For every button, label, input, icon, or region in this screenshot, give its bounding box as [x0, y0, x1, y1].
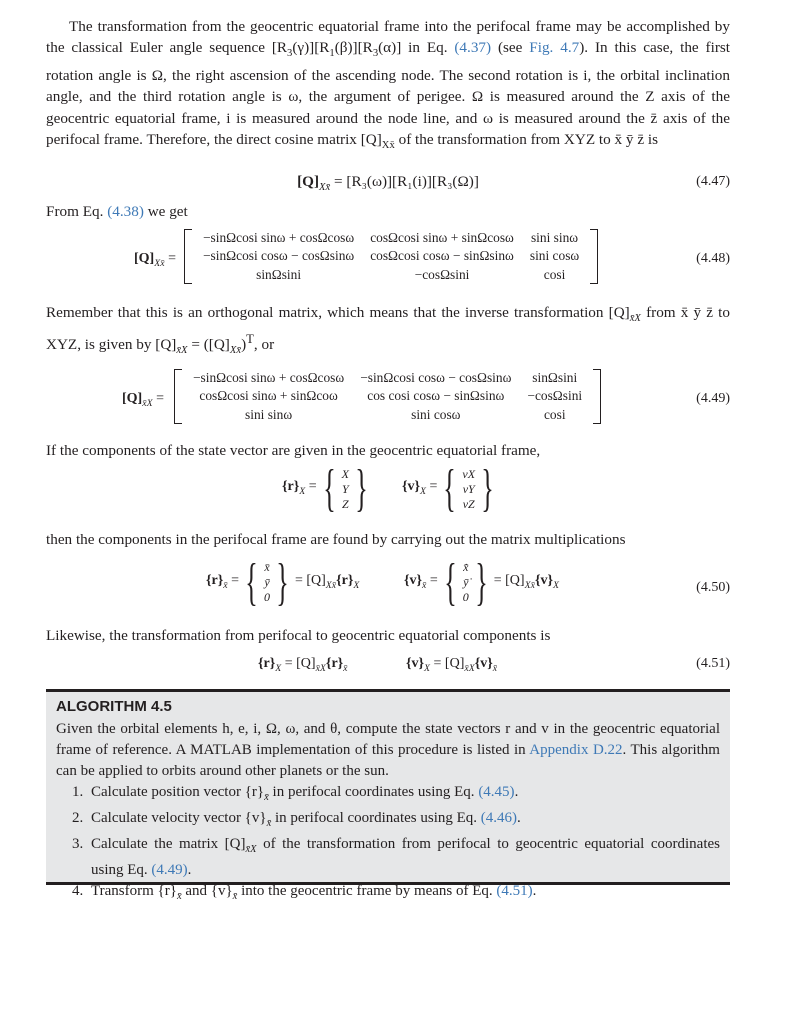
matrix-cell: −cosΩsini	[414, 266, 470, 282]
algorithm-intro: Given the orbital elements h, e, i, Ω, ω, and θ, compute the state vectors r and v in the geocentric equatorial frame of reference. A MATLAB implementation of this procedure is listed in Appendix D.22. This algorithm can be applied to orbits around other planets or the sun.	[56, 721, 720, 779]
equation-4-48: $[Q]_{Xx̄}$ = −sinΩcosi sinω + cosΩcosω cosΩcosi sinω + sinΩcosω sini sinω −sinΩcosi cosω − cosΩsinω cosΩcosi cosω − sinΩsinω sini cosω sinΩsini −cosΩsini cosi (4.48)	[46, 226, 730, 292]
matrix-cell: cosΩcosi cosω − sinΩsinω	[370, 248, 514, 264]
algorithm-step: 3. Calculate the matrix $[Q]_{x̄X}$ of the transformation from perifocal to geocentric equatorial coordinates using Eq. (4.49).	[87, 834, 720, 881]
matrix-4-49	[174, 369, 601, 425]
algorithm-body	[56, 719, 720, 907]
matrix-cell: cosΩcosi sinω + sinΩcosω	[370, 229, 514, 245]
matrix-cell: −cosΩsini	[527, 388, 583, 404]
matrix-cell: −sinΩcosi cosω − cosΩsinω	[203, 248, 355, 264]
matrix-cell: −sinΩcosi sinω + cosΩcosω	[203, 229, 355, 245]
eq-4-46-link[interactable]: (4.46)	[480, 810, 518, 826]
matrix-4-48	[184, 229, 598, 285]
algorithm-step: 1. Calculate position vector $\{r\}_{x̄}$ in perifocal coordinates using Eq. (4.45).	[87, 782, 720, 808]
matrix-cell: sini sinω	[245, 406, 293, 422]
equation-4-50: $\{r\}_{x̄}$ = { x̄ ȳ 0 } = $[Q]_{Xx̄}\{r\}_X$ $\{v\}_{x̄}$ = { x̄̇ ȳ̇ 0 } = $[Q]_{Xx̄}\{v\}_X$ (4.50)	[206, 553, 730, 611]
matrix-cell: sini sinω	[530, 229, 579, 245]
equation-4-51: $\{r\}_X = [Q]_{x̄X}\{r\}_{x̄}$ $\{v\}_X = [Q]_{x̄X}\{v\}_{x̄}$ (4.51)	[46, 648, 730, 682]
state-vector-text: If the components of the state vector are given in the geocentric equatorial frame,	[46, 441, 541, 459]
appendix-link[interactable]: Appendix D.22	[529, 742, 623, 758]
equation-4-49: $[Q]_{x̄X}$ = −sinΩcosi sinω + cosΩcosω −sinΩcosi cosω − cosΩsinω sinΩsini cosΩcosi sinω + sinΩcoω cos cosi cosω − sinΩsinω −cosΩsini sini sinω sini cosω cosi (4.49)	[46, 366, 730, 432]
eq-4-45-link[interactable]: (4.45)	[478, 784, 515, 800]
matrix-cell: sini cosω	[411, 406, 461, 422]
matrix-cell: sinΩsini	[532, 369, 578, 385]
eq-4-49-link[interactable]: (4.49)	[151, 862, 188, 878]
matrix-cell: −sinΩcosi sinω + cosΩcosω	[193, 369, 345, 385]
eq-4-51-link[interactable]: (4.51)	[496, 883, 533, 899]
matrix-cell: cosi	[543, 406, 566, 422]
orthogonal-paragraph: Remember that this is an orthogonal matrix, which means that the inverse transformation $[Q]_{x̄X}$ from x̄ ȳ z̄ to XYZ, is given by $[Q]_{x̄X} = ([Q]_{Xx̄})^T$, or	[46, 303, 730, 357]
equation-4-47: $[Q]_{Xx̄} = [R_3(\omega)][R_1(i)][R_3(\Omega)]$ (4.47)	[297, 172, 730, 193]
matrix-cell: sinΩsini	[256, 266, 302, 282]
equation-number: (4.48)	[696, 250, 730, 266]
eq-4-38-link[interactable]: (4.38)	[107, 202, 144, 220]
page-body	[46, 16, 730, 682]
state-vectors: $\{r\}_X$ = { X Y Z } $\{v\}_X$ = { vX vY vZ }	[282, 460, 494, 518]
matrix-cell: sini cosω	[529, 248, 580, 264]
eq-4-37-link[interactable]: (4.37)	[454, 39, 492, 57]
fig-4-7-link[interactable]: Fig. 4.7	[529, 39, 580, 57]
algorithm-step: 2. Calculate velocity vector $\{v\}_{x̄}$ in perifocal coordinates using Eq. (4.46).	[87, 808, 720, 834]
perifocal-text: then the components in the perifocal frame are found by carrying out the matrix multiplications	[46, 531, 626, 549]
matrix-cell: −sinΩcosi cosω − cosΩsinω	[360, 369, 512, 385]
equation-number: (4.50)	[696, 579, 730, 595]
from-eq-text: From Eq. (4.38) we get	[46, 202, 188, 220]
algorithm-step: 4. Transform $\{r\}_{x̄}$ and $\{v\}_{x̄}$ into the geocentric frame by means of Eq. (4.51).	[87, 881, 720, 907]
matrix-cell: cosi	[543, 266, 566, 282]
intro-paragraph: The transformation from the geocentric equatorial frame into the perifocal frame may be accomplished by the classical Euler angle sequence $[R_3(\gamma)][R_1(\beta)][R_3(\alpha)]$ in Eq. (4.37) (see Fig. 4.7). In this case, the first rotation angle is Ω, the right ascension of the ascending node. The second rotation is i, the orbital inclination angle, and the third rotation angle is ω, the argument of perigee. Ω is measured around the Z axis of the geocentric equatorial frame, i is measured around the node line, and ω is measured around the z̄ axis of the perifocal frame. Therefore, the direct cosine matrix $[Q]_{Xx̄}$ of the transformation from XYZ to x̄ ȳ z̄ is	[46, 18, 731, 152]
algorithm-box	[46, 689, 730, 902]
likewise-text: Likewise, the transformation from perifocal to geocentric equatorial components is	[46, 626, 551, 644]
algorithm-steps	[56, 782, 720, 907]
equation-number: (4.49)	[696, 390, 730, 406]
equation-number: (4.51)	[696, 656, 730, 672]
algorithm-title: ALGORITHM 4.5	[56, 698, 172, 715]
equation-number: (4.47)	[696, 173, 730, 189]
matrix-cell: cos cosi cosω − sinΩsinω	[367, 388, 505, 404]
matrix-cell: cosΩcosi sinω + sinΩcoω	[199, 388, 338, 404]
